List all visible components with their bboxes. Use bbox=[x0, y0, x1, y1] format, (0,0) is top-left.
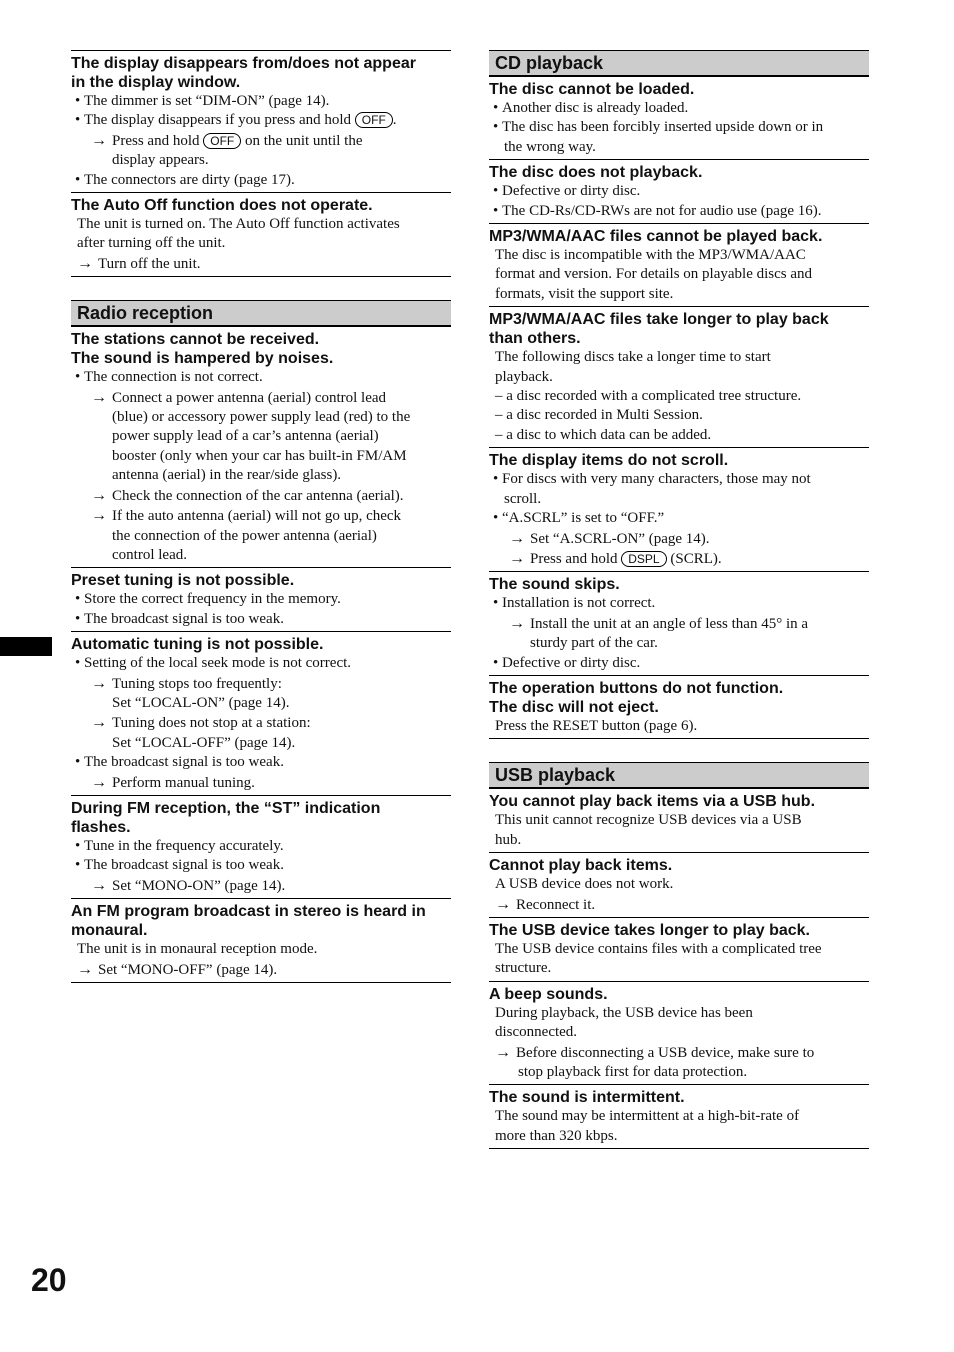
cause-text: structure. bbox=[495, 960, 552, 977]
problem-heading: During FM reception, the “ST” indication flashes. bbox=[71, 799, 381, 836]
remedy-text: → Perform manual tuning. bbox=[71, 773, 451, 793]
remedy-text: antenna (aerial) in the rear/side glass). bbox=[112, 467, 342, 484]
off-button-key: OFF bbox=[203, 133, 241, 149]
cause-text: hub. bbox=[495, 831, 522, 848]
cause-text: format and version. For details on playable discs and bbox=[495, 266, 813, 283]
problem-heading: MP3/WMA/AAC files cannot be played back. bbox=[489, 228, 823, 246]
section-title-cd: CD playback bbox=[489, 50, 869, 77]
cause-text: • The dimmer is set “DIM-ON” (page 14). bbox=[71, 92, 451, 111]
section-title-usb: USB playback bbox=[489, 762, 869, 789]
remedy-text: → Turn off the unit. bbox=[71, 254, 451, 274]
remedy-text: → Tuning does not stop at a station: bbox=[71, 713, 451, 733]
remedy-text: power supply lead of a car’s antenna (aerial) bbox=[112, 428, 379, 445]
cause-text: disconnected. bbox=[495, 1024, 578, 1041]
cause-text: • The broadcast signal is too weak. bbox=[71, 856, 451, 875]
cause-text: • Defective or dirty disc. bbox=[489, 182, 869, 201]
problem-heading: The disc cannot be loaded. bbox=[489, 81, 695, 98]
trouble-sound-intermittent bbox=[489, 1085, 869, 1149]
cause-text: The following discs take a longer time to start bbox=[495, 349, 771, 366]
trouble-display-no-scroll bbox=[489, 448, 869, 572]
cause-text: • For discs with very many characters, those may not bbox=[489, 470, 869, 489]
trouble-preset-tuning bbox=[71, 568, 451, 632]
problem-heading: The stations cannot be received. The sound is hampered by noises. bbox=[71, 331, 334, 368]
problem-heading: You cannot play back items via a USB hub. bbox=[489, 793, 816, 811]
cause-text: During playback, the USB device has been bbox=[495, 1004, 753, 1021]
remedy-text: Set “LOCAL-ON” (page 14). bbox=[112, 694, 290, 711]
cause-text: • Another disc is already loaded. bbox=[489, 99, 869, 118]
cause-text: • The broadcast signal is too weak. bbox=[71, 610, 451, 629]
trouble-usb-hub bbox=[489, 789, 869, 853]
trouble-display-disappears bbox=[71, 50, 451, 193]
cause-text: The sound may be intermittent at a high-bit-rate of bbox=[495, 1108, 800, 1125]
remedy-text: booster (only when your car has built-in FM/AM bbox=[112, 447, 407, 464]
problem-heading: The sound is intermittent. bbox=[489, 1089, 685, 1107]
trouble-beep-sounds bbox=[489, 982, 869, 1086]
cause-text: • The CD-Rs/CD-RWs are not for audio use (page 16). bbox=[489, 202, 869, 221]
off-button-key: OFF bbox=[355, 112, 393, 128]
remedy-text: → Set “MONO-ON” (page 14). bbox=[71, 876, 451, 896]
remedy-text: → Tuning stops too frequently: bbox=[71, 674, 451, 694]
cause-text: • The connectors are dirty (page 17). bbox=[71, 171, 451, 190]
problem-heading: The Auto Off function does not operate. bbox=[71, 197, 373, 215]
problem-heading: A beep sounds. bbox=[489, 985, 608, 1003]
cause-text: The unit is turned on. The Auto Off function activates bbox=[77, 216, 400, 233]
trouble-disc-not-loaded bbox=[489, 77, 869, 160]
section-tab-marker bbox=[0, 637, 52, 656]
trouble-files-take-longer bbox=[489, 307, 869, 448]
right-column bbox=[489, 50, 869, 1149]
trouble-automatic-tuning bbox=[71, 632, 451, 796]
cause-text: • Installation is not correct. bbox=[489, 594, 869, 613]
cause-text: the wrong way. bbox=[504, 138, 596, 155]
cause-text: – a disc recorded in Multi Session. bbox=[495, 407, 703, 424]
cause-text: • Defective or dirty disc. bbox=[489, 654, 869, 673]
problem-heading: The operation buttons do not function. The disc will not eject. bbox=[489, 679, 784, 716]
cause-text: • The broadcast signal is too weak. bbox=[71, 753, 451, 772]
cause-text: • The display disappears if you press and hold OFF . bbox=[71, 111, 451, 130]
cause-text: • The disc has been forcibly inserted upside down or in bbox=[489, 118, 869, 137]
trouble-usb-takes-longer bbox=[489, 918, 869, 982]
problem-heading: Automatic tuning is not possible. bbox=[71, 636, 324, 654]
cause-text: The USB device contains files with a complicated tree bbox=[495, 940, 822, 957]
cause-text: after turning off the unit. bbox=[77, 235, 226, 252]
problem-heading: Cannot play back items. bbox=[489, 857, 673, 875]
trouble-stations-not-received bbox=[71, 327, 451, 568]
problem-heading: The display items do not scroll. bbox=[489, 452, 729, 470]
remedy-text: → Connect a power antenna (aerial) control lead bbox=[71, 388, 451, 408]
cause-text: • “A.SCRL” is set to “OFF.” bbox=[489, 509, 869, 528]
cause-text: formats, visit the support site. bbox=[495, 285, 674, 302]
trouble-cannot-play-items bbox=[489, 853, 869, 918]
remedy-text: Set “LOCAL-OFF” (page 14). bbox=[112, 734, 296, 751]
problem-heading: The display disappears from/does not appear in the display window. bbox=[71, 55, 416, 91]
remedy-text: display appears. bbox=[112, 152, 209, 169]
remedy-text: → Install the unit at an angle of less than 45° in a bbox=[489, 614, 869, 634]
cause-text: The disc is incompatible with the MP3/WMA/AAC bbox=[495, 247, 806, 264]
cause-text: The unit is in monaural reception mode. bbox=[77, 941, 318, 958]
cause-text: • The connection is not correct. bbox=[71, 368, 451, 387]
trouble-files-cannot-play bbox=[489, 224, 869, 307]
dspl-button-key: DSPL bbox=[621, 551, 666, 567]
cause-text: • Setting of the local seek mode is not correct. bbox=[71, 654, 451, 673]
remedy-text: → Set “MONO-OFF” (page 14). bbox=[71, 960, 451, 980]
remedy-text: stop playback first for data protection. bbox=[518, 1064, 748, 1080]
left-column bbox=[71, 50, 451, 983]
trouble-auto-off bbox=[71, 193, 451, 277]
cause-text: – a disc recorded with a complicated tree structure. bbox=[495, 388, 802, 405]
problem-heading: An FM program broadcast in stereo is heard in monaural. bbox=[71, 903, 426, 940]
remedy-text: → Check the connection of the car antenna (aerial). bbox=[71, 486, 451, 506]
cause-text: – a disc to which data can be added. bbox=[495, 426, 712, 443]
cause-text: playback. bbox=[495, 368, 553, 385]
cause-text: • Store the correct frequency in the memory. bbox=[71, 590, 451, 609]
trouble-buttons-no-function bbox=[489, 676, 869, 739]
problem-heading: The sound skips. bbox=[489, 576, 620, 594]
remedy-text: → Press and hold OFF on the unit until the bbox=[71, 131, 451, 151]
cause-text: A USB device does not work. bbox=[495, 876, 674, 893]
remedy-text: → Set “A.SCRL-ON” (page 14). bbox=[489, 529, 869, 549]
trouble-disc-no-playback bbox=[489, 160, 869, 224]
remedy-text: (blue) or accessory power supply lead (red) to the bbox=[112, 409, 411, 426]
remedy-text: sturdy part of the car. bbox=[530, 635, 658, 652]
problem-heading: The USB device takes longer to play back. bbox=[489, 921, 810, 939]
cause-text: more than 320 kbps. bbox=[495, 1127, 618, 1144]
cause-text: This unit cannot recognize USB devices via a USB bbox=[495, 812, 802, 829]
remedy-text: → Reconnect it. bbox=[489, 895, 869, 915]
problem-heading: MP3/WMA/AAC files take longer to play back than others. bbox=[489, 311, 829, 348]
remedy-text: Press the RESET button (page 6). bbox=[495, 717, 698, 734]
trouble-sound-skips bbox=[489, 572, 869, 676]
remedy-text: → If the auto antenna (aerial) will not go up, check bbox=[71, 506, 451, 526]
page-number: 20 bbox=[31, 1262, 67, 1298]
remedy-text: → Press and hold DSPL (SCRL). bbox=[489, 549, 869, 569]
remedy-text: → Before disconnecting a USB device, make sure to bbox=[489, 1043, 869, 1063]
cause-text: scroll. bbox=[504, 490, 542, 507]
remedy-text: control lead. bbox=[112, 546, 187, 563]
trouble-monaural bbox=[71, 899, 451, 983]
cause-text: • Tune in the frequency accurately. bbox=[71, 837, 451, 856]
section-title-radio: Radio reception bbox=[71, 300, 451, 327]
problem-heading: Preset tuning is not possible. bbox=[71, 572, 295, 590]
trouble-st-flashes bbox=[71, 796, 451, 899]
remedy-text: the connection of the power antenna (aerial) bbox=[112, 527, 377, 544]
problem-heading: The disc does not playback. bbox=[489, 164, 703, 182]
